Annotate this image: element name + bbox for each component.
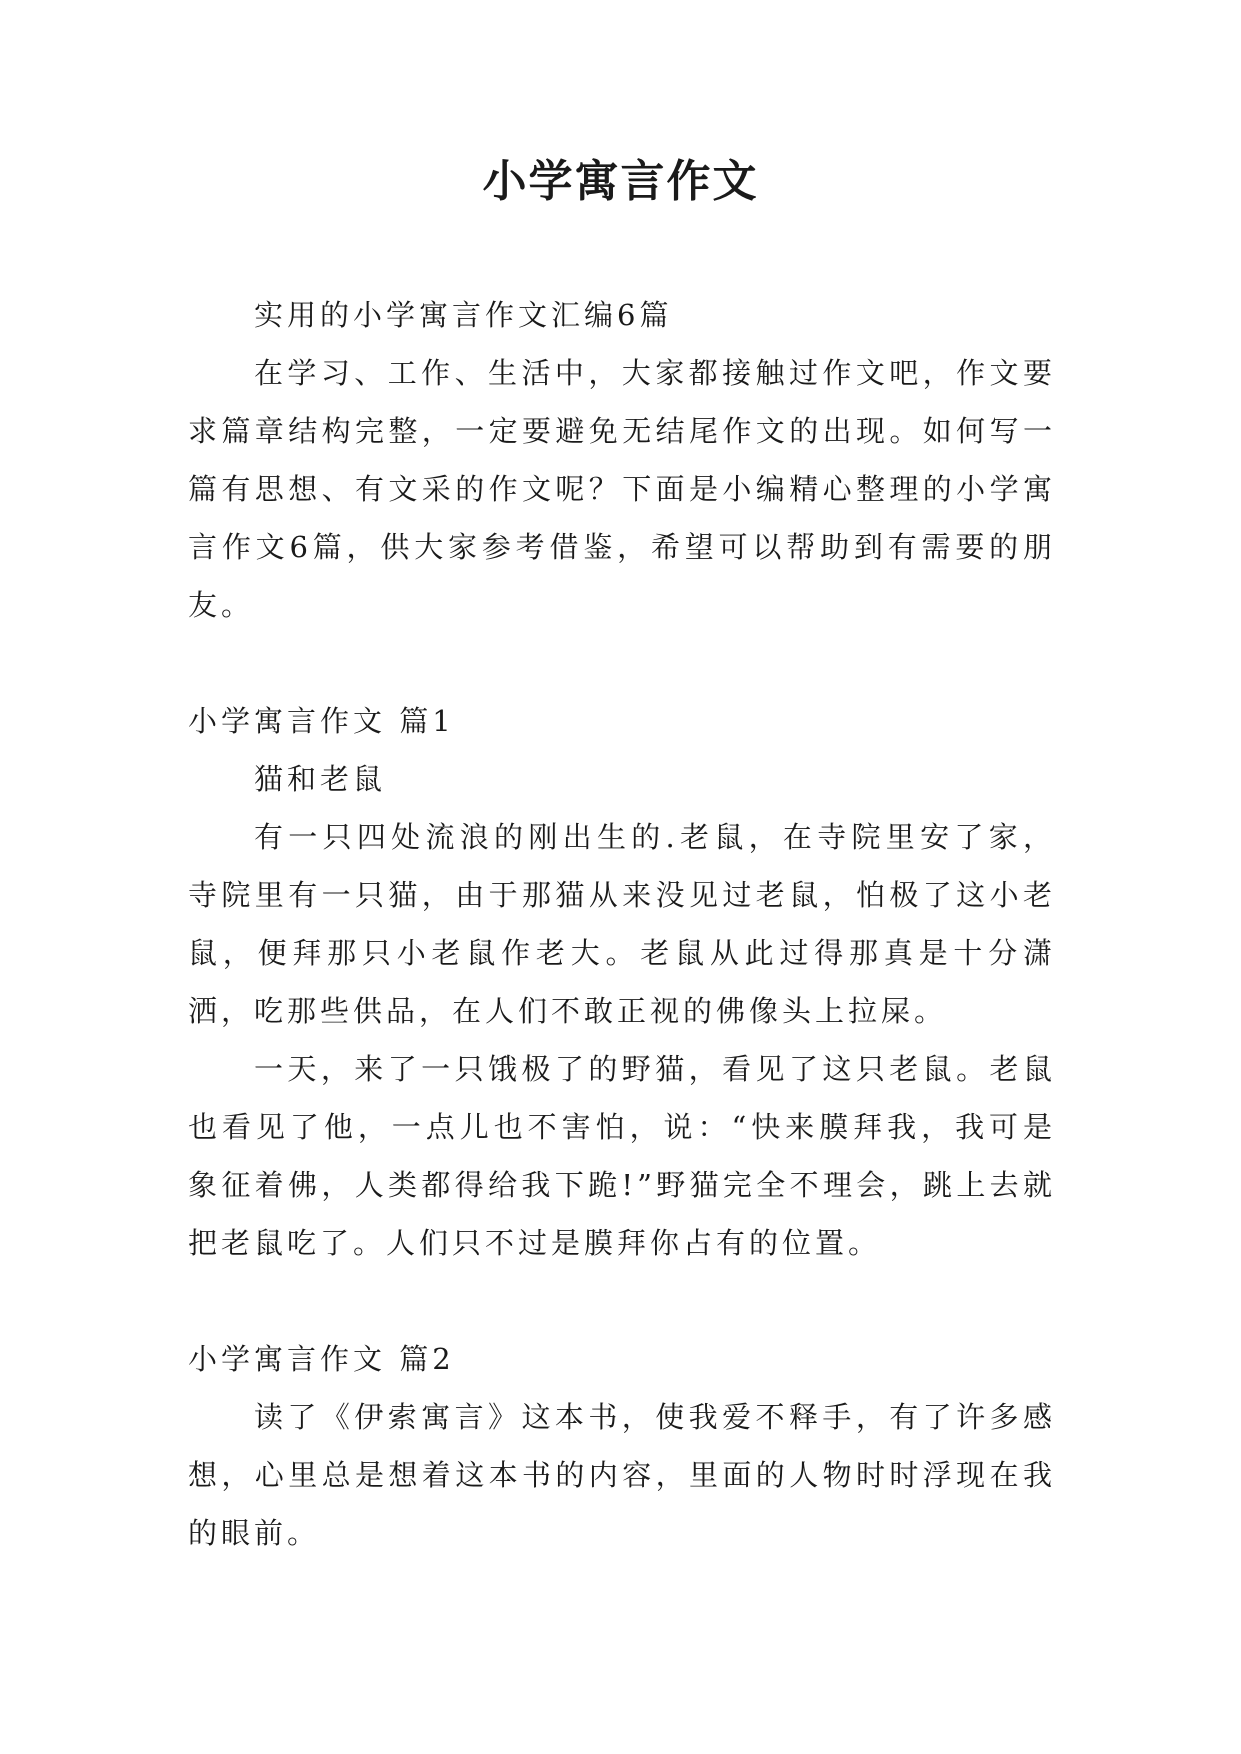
section-subtitle-1: 猫和老鼠 (254, 762, 387, 796)
intro-line: 实用的小学寓言作文汇编6篇 (254, 298, 673, 332)
section-heading-1: 小学寓言作文 篇1 (188, 704, 455, 738)
section-heading-2: 小学寓言作文 篇2 (188, 1342, 455, 1376)
intro-paragraph: 在学习、工作、生活中，大家都接触过作文吧，作文要求篇章结构完整，一定要避免无结尾作文的出现。如何写一篇有思想、有文采的作文呢？下面是小编精心整理的小学寓言作文6篇，供大家参考借鉴，希望可以帮助到有需要的朋友。 (188, 356, 1056, 622)
section-2-paragraph-1: 读了《伊索寓言》这本书，使我爱不释手，有了许多感想，心里总是想着这本书的内容，里面的人物时时浮现在我的眼前。 (188, 1400, 1056, 1550)
section-1-paragraph-2: 一天，来了一只饿极了的野猫，看见了这只老鼠。老鼠也看见了他，一点儿也不害怕，说：“快来膜拜我，我可是象征着佛，人类都得给我下跪!”野猫完全不理会，跳上去就把老鼠吃了。人们只不过是膜拜你占有的位置。 (188, 1052, 1056, 1260)
document-body (188, 286, 1056, 1562)
section-1-paragraph-1: 有一只四处流浪的刚出生的.老鼠，在寺院里安了家，寺院里有一只猫，由于那猫从来没见过老鼠，怕极了这小老鼠，便拜那只小老鼠作老大。老鼠从此过得那真是十分潇洒，吃那些供品，在人们不敢正视的佛像头上拉屎。 (188, 820, 1056, 1028)
document-title: 小学寓言作文 (482, 156, 759, 207)
